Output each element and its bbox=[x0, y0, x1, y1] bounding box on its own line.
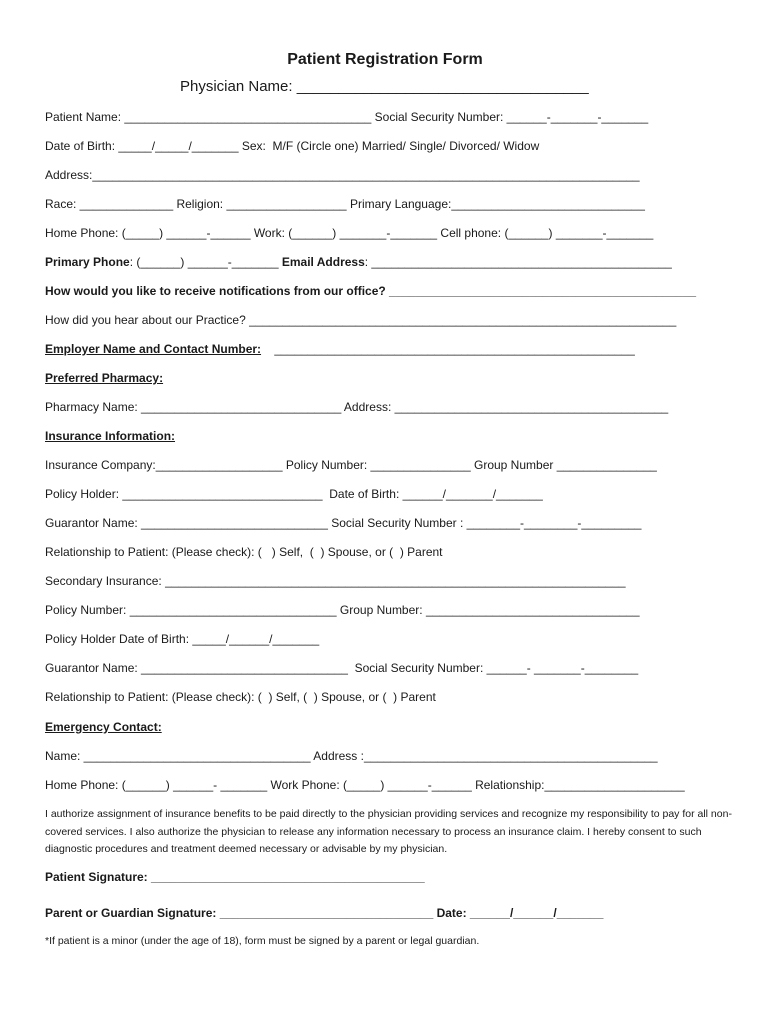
secondary-holder-dob-line[interactable]: Policy Holder Date of Birth: _____/______/_______ bbox=[45, 632, 320, 646]
insurance-company-line[interactable]: Insurance Company:___________________ Policy Number: _______________ Group Number _______________ bbox=[45, 458, 657, 472]
guardian-signature-field[interactable]: Parent or Guardian Signature: ________________________________ Date: ______/______/_______ bbox=[45, 906, 604, 920]
insurance-heading: Insurance Information: bbox=[45, 429, 176, 443]
secondary-guarantor-line[interactable]: Guarantor Name: _______________________________ Social Security Number: ______- _______-________ bbox=[45, 661, 639, 675]
address-line[interactable]: Address:__________________________________________________________________________________ bbox=[45, 168, 640, 182]
secondary-relationship-line[interactable]: Relationship to Patient: (Please check): ( ) Self, ( ) Spouse, or ( ) Parent bbox=[45, 690, 436, 704]
secondary-policy-line[interactable]: Policy Number: _______________________________ Group Number: ________________________________ bbox=[45, 603, 640, 617]
relationship-check-line[interactable]: Relationship to Patient: (Please check): ( ) Self, ( ) Spouse, or ( ) Parent bbox=[45, 545, 443, 559]
pharmacy-line[interactable]: Pharmacy Name: ______________________________ Address: _________________________________________ bbox=[45, 400, 669, 414]
employer-blank[interactable]: ______________________________________________________ bbox=[261, 342, 635, 356]
minor-note: *If patient is a minor (under the age of 18), form must be signed by a parent or legal guardian. bbox=[45, 935, 480, 947]
policy-holder-line[interactable]: Policy Holder: ______________________________ Date of Birth: ______/_______/_______ bbox=[45, 487, 543, 501]
email-blank[interactable]: : _____________________________________________ bbox=[364, 255, 672, 269]
dob-sex-status-line[interactable]: Date of Birth: _____/_____/_______ Sex: M/F (Circle one) Married/ Single/ Divorced/ Widow bbox=[45, 139, 540, 153]
race-religion-language-line[interactable]: Race: ______________ Religion: __________________ Primary Language:_____________________________ bbox=[45, 197, 645, 211]
email-label: Email Address bbox=[281, 255, 365, 269]
emergency-phone-line[interactable]: Home Phone: (______) ______- _______ Work Phone: (_____) ______-______ Relationship:_____________________ bbox=[45, 778, 685, 792]
emergency-name-line[interactable]: Name: __________________________________ Address :____________________________________________ bbox=[45, 749, 658, 763]
primary-phone-label: Primary Phone bbox=[45, 255, 130, 269]
guarantor-line[interactable]: Guarantor Name: ____________________________ Social Security Number : ________-________-_________ bbox=[45, 516, 642, 530]
employer-label: Employer Name and Contact Number: bbox=[45, 342, 262, 356]
patient-name-ssn-line[interactable]: Patient Name: _____________________________________ Social Security Number: ______-_______-_______ bbox=[45, 110, 649, 124]
pharmacy-heading: Preferred Pharmacy: bbox=[45, 371, 164, 385]
secondary-insurance-line[interactable]: Secondary Insurance: _____________________________________________________________________ bbox=[45, 574, 626, 588]
referral-question[interactable]: How did you hear about our Practice? ________________________________________________________________ bbox=[45, 313, 677, 327]
patient-signature-field[interactable]: Patient Signature: _________________________________________ bbox=[45, 870, 425, 884]
emergency-heading: Emergency Contact: bbox=[45, 720, 162, 734]
form-title: Patient Registration Form bbox=[287, 51, 483, 68]
primary-phone-blank[interactable]: : (______) ______-_______ bbox=[129, 255, 282, 269]
authorization-paragraph: I authorize assignment of insurance benefits to be paid directly to the physician providing services and recognize my responsibility to pay for all non-covered services. I also authorize the physician to release any information necessary to process an insurance claim. I hereby consent to such diagnostic procedures and treatment deemed necessary or advisable by my physician. bbox=[45, 808, 732, 855]
primary-phone-email-line[interactable] bbox=[45, 255, 672, 269]
notifications-question[interactable]: How would you like to receive notifications from our office? ______________________________________________ bbox=[45, 284, 697, 298]
physician-name-field[interactable]: Physician Name: ___________________________________ bbox=[180, 78, 589, 95]
employer-line[interactable] bbox=[45, 342, 635, 356]
phone-numbers-line[interactable]: Home Phone: (_____) ______-______ Work: (______) _______-_______ Cell phone: (______) _______-_______ bbox=[45, 226, 654, 240]
